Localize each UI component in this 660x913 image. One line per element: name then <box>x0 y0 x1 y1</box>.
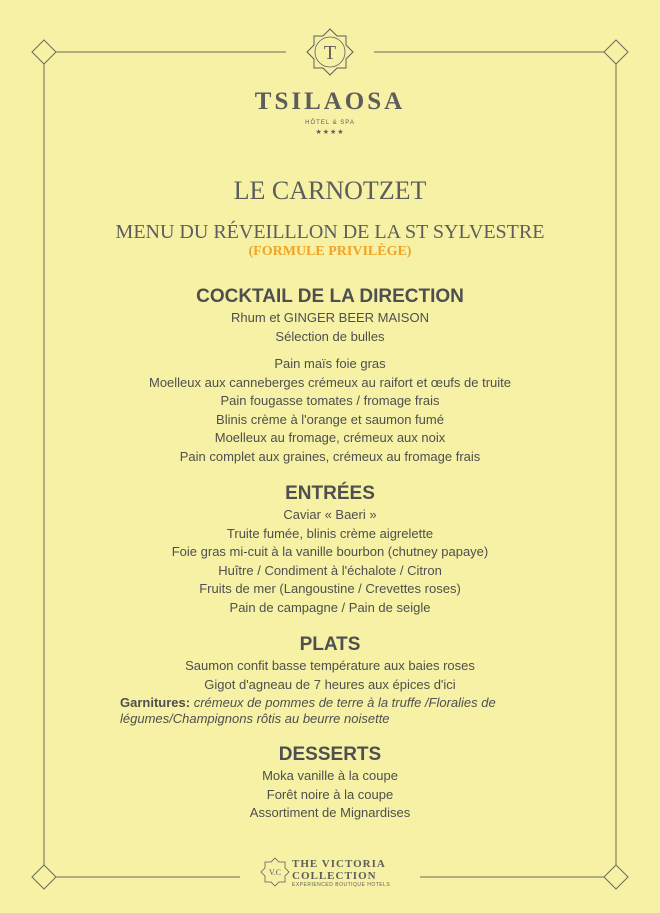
section-heading-entrees: ENTRÉES <box>285 483 375 504</box>
formula-label: (FORMULE PRIVILÈGE) <box>248 244 412 259</box>
footer-line-2: COLLECTION <box>292 870 377 882</box>
menu-item: Assortiment de Mignardises <box>249 805 411 820</box>
menu-item: Blinis crème à l'orange et saumon fumé <box>216 411 444 427</box>
restaurant-name: LE CARNOTZET <box>233 176 427 205</box>
corner-ornament-bottom-left <box>32 865 56 889</box>
section-heading-cocktail: COCKTAIL DE LA DIRECTION <box>196 286 464 307</box>
menu-item: Moka vanille à la coupe <box>262 768 398 783</box>
brand-name: TSILAOSA <box>254 88 406 115</box>
menu-body <box>0 285 660 823</box>
menu-item: Sélection de bulles <box>275 328 385 344</box>
menu-title: MENU DU RÉVEILLLON DE LA ST SYLVESTRE <box>115 221 545 243</box>
garnitures-text: crémeux de pommes de terre à la truffe /Floralies de légumes/Champignons rôtis au beurre noisette <box>120 695 496 726</box>
corner-ornament-top-left <box>32 40 56 64</box>
footer-monogram: V.C <box>268 868 282 877</box>
brand-subtitle: HÔTEL & SPA <box>305 120 355 126</box>
menu-item: Pain de campagne / Pain de seigle <box>229 599 431 615</box>
menu-item: Gigot d'agneau de 7 heures aux épices d'ici <box>204 676 456 692</box>
logo-letter: T <box>323 42 337 64</box>
footer-brand <box>292 859 390 888</box>
menu-item: Pain fougasse tomates / fromage frais <box>220 393 440 408</box>
section-heading-desserts: DESSERTS <box>278 744 382 765</box>
menu-item: Fruits de mer (Langoustine / Crevettes roses) <box>199 581 461 596</box>
menu-item: Moelleux au fromage, crémeux aux noix <box>214 430 446 445</box>
garnitures <box>120 695 540 727</box>
menu-item: Truite fumée, blinis crème aigrelette <box>226 525 434 541</box>
menu-item: Pain maïs foie gras <box>274 356 386 371</box>
menu-item: Rhum et GINGER BEER MAISON <box>231 310 429 325</box>
hotel-logo-icon <box>306 28 354 76</box>
footer-line-1: THE VICTORIA <box>292 858 386 870</box>
menu-item: Moelleux aux canneberges crémeux au raifort et œufs de truite <box>148 374 511 390</box>
menu-item: Huître / Condiment à l'échalote / Citron <box>218 562 442 578</box>
corner-ornament-bottom-right <box>604 865 628 889</box>
brand-stars: ★★★★ <box>315 129 345 136</box>
menu-item: Foie gras mi-cuit à la vanille bourbon (chutney papaye) <box>171 544 489 559</box>
section-heading-plats: PLATS <box>299 634 361 655</box>
menu-item: Pain complet aux graines, crémeux au fromage frais <box>179 448 481 464</box>
garnitures-label: Garnitures: <box>120 695 191 710</box>
menu-item: Caviar « Baeri » <box>283 507 377 522</box>
corner-ornament-top-right <box>604 40 628 64</box>
menu-item: Saumon confit basse température aux baies roses <box>185 658 475 673</box>
menu-item: Forêt noire à la coupe <box>266 786 394 802</box>
victoria-collection-logo-icon <box>260 857 290 887</box>
footer-line-3: EXPERIENCED BOUTIQUE HOTELS <box>292 882 391 888</box>
